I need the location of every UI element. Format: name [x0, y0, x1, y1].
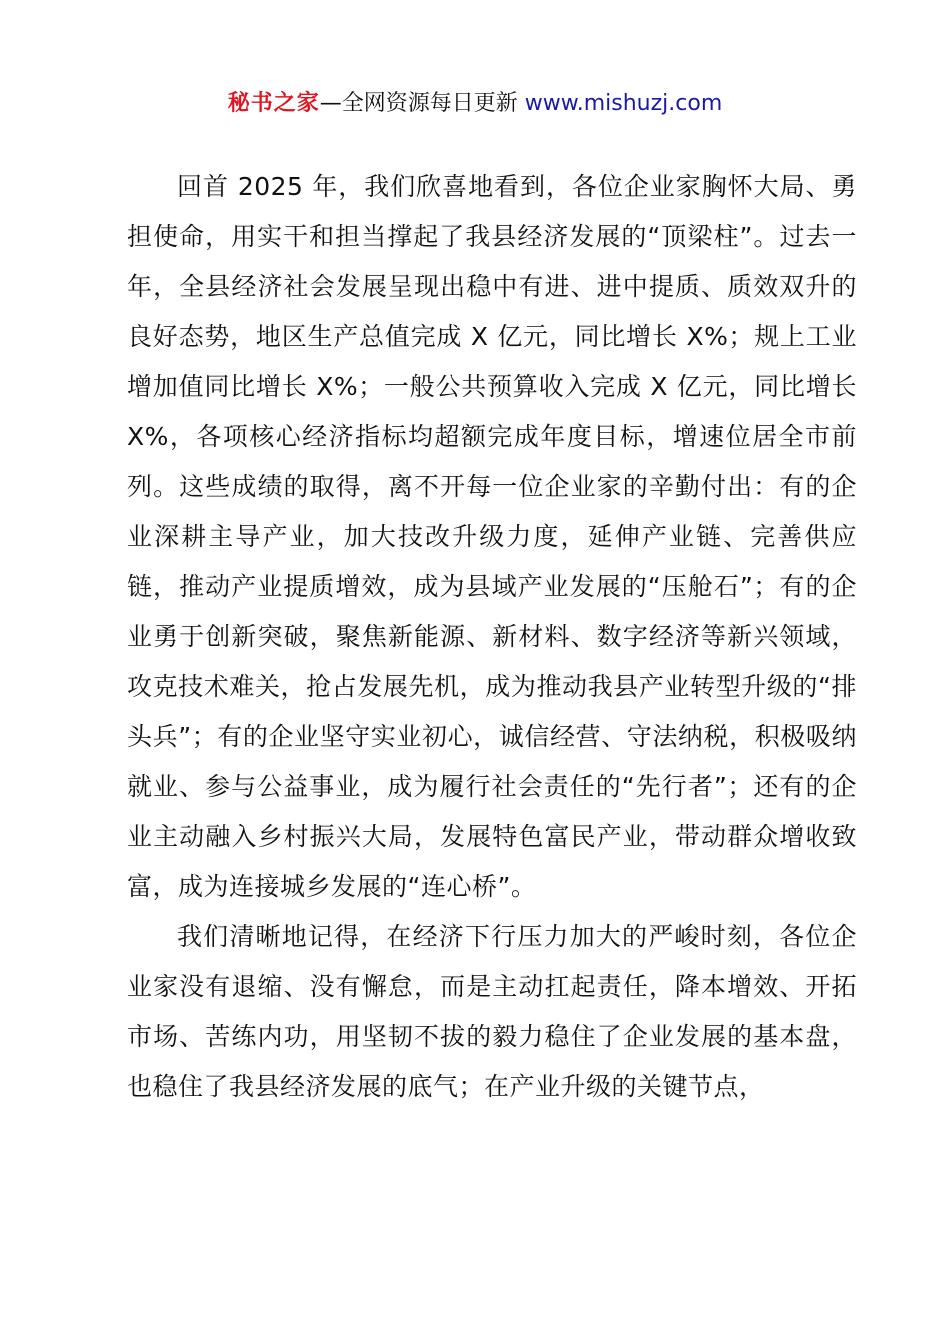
site-header — [0, 88, 950, 120]
document-body — [127, 162, 857, 1112]
site-brand: 秘书之家 — [227, 91, 320, 116]
site-url-link[interactable]: www.mishuzj.com — [524, 91, 723, 116]
site-tagline: —全网资源每日更新 — [319, 91, 525, 116]
paragraph-1: 回首 2025 年，我们欣喜地看到，各位企业家胸怀大局、勇担使命，用实干和担当撑起了我县经济发展的“顶梁柱”。过去一年，全县经济社会发展呈现出稳中有进、进中提质、质效双升的良好态势，地区生产总值完成 X 亿元，同比增长 X%；规上工业增加值同比增长 X%；一般公共预算收入完成 X 亿元，同比增长 X%，各项核心经济指标均超额完成年度目标，增速位居全市前列。这些成绩的取得，离不开每一位企业家的辛勤付出：有的企业深耕主导产业，加大技改升级力度，延伸产业链、完善供应链，推动产业提质增效，成为县域产业发展的“压舱石”；有的企业勇于创新突破，聚焦新能源、新材料、数字经济等新兴领域，攻克技术难关，抢占发展先机，成为推动我县产业转型升级的“排头兵”；有的企业坚守实业初心，诚信经营、守法纳税，积极吸纳就业、参与公益事业，成为履行社会责任的“先行者”；还有的企业主动融入乡村振兴大局，发展特色富民产业，带动群众增收致富，成为连接城乡发展的“连心桥”。 — [127, 172, 857, 901]
paragraph-2: 我们清晰地记得，在经济下行压力加大的严峻时刻，各位企业家没有退缩、没有懈怠，而是主动扛起责任，降本增效、开拓市场、苦练内功，用坚韧不拔的毅力稳住了企业发展的基本盘，也稳住了我县经济发展的底气；在产业升级的关键节点， — [127, 922, 857, 1101]
